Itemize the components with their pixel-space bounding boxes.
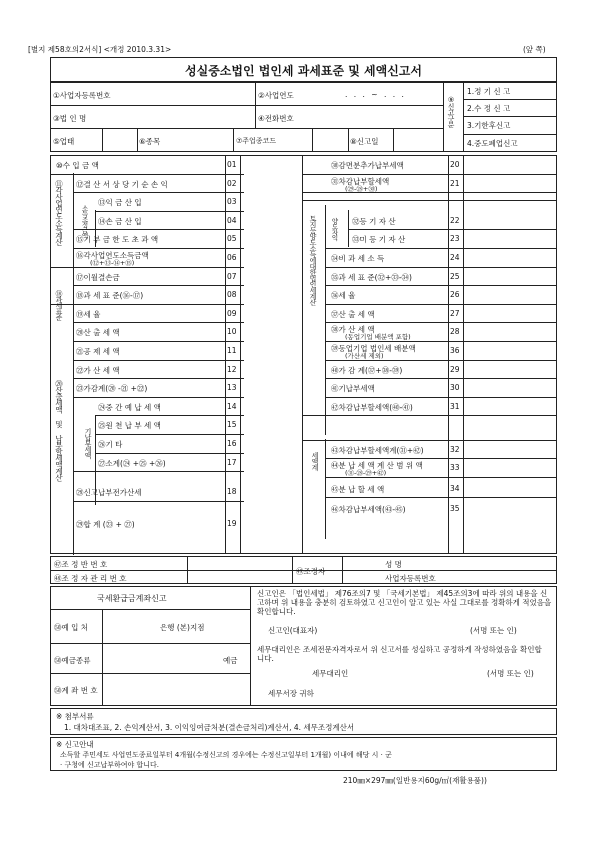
row-code: 20 <box>450 160 460 169</box>
adjust-total-label: ㉓가감계(⑳ -㉑ +㉒) <box>76 384 148 394</box>
amount-field[interactable] <box>463 230 555 247</box>
row-code: 05 <box>227 234 237 244</box>
row-code: 31 <box>450 401 460 411</box>
biz-no-label: ①사업자등록번호 <box>53 91 111 100</box>
account-no-label: ㊿계 좌 번 호 <box>54 686 98 695</box>
amount-field[interactable] <box>463 212 555 229</box>
taxable-income-label: ⑯각사업연도소득금액 <box>76 251 149 260</box>
other-tax-label: ㉖기 타 <box>98 440 123 449</box>
adjuster-bizno-label: 사업자등록번호 <box>385 574 436 583</box>
net-payable-label: ㉛차감납부할세액 <box>331 176 390 186</box>
addressee: 세무서장 귀하 <box>268 689 314 698</box>
row-code: 07 <box>227 271 237 281</box>
gain-label: 양도차익 <box>330 218 339 240</box>
declaration-text: 신고인은 「법인세법」 제76조의7 및 「국세기본법」 제45조의3에 따라 위의 내용을 신고하며 위 내용을 충분히 검토하였고 신고인이 알고 있는 사실 그대로를 정확하게 적었음을 확인합니다. <box>257 589 552 616</box>
income-inclusion-label: ⑬익 금 산 입 <box>98 198 142 208</box>
calc-divider <box>302 155 303 554</box>
row-code: 23 <box>450 234 460 244</box>
net-payable-label-sub: (㉙-㉘+㉚) <box>345 184 378 193</box>
amount-field[interactable] <box>463 286 555 303</box>
row-code: 16 <box>227 439 237 448</box>
signer-label: 신고인(대표자) <box>268 626 318 635</box>
installment-range-label: ㊹분 납 세 액 계 산 범 위 액 <box>331 461 423 471</box>
land-net-payable-label: ㊷차감납부할세액(㊵-㊶) <box>331 402 413 412</box>
calc-tax-label: ⑳산 출 세 액 <box>76 328 120 338</box>
group-tax-label: ⑳산출세액 및 납부할세액계산 <box>54 380 64 481</box>
amount-field[interactable] <box>463 249 555 266</box>
total-label: ㉙합 계 (㉓ + ㉗) <box>76 519 135 529</box>
row-code: 24 <box>450 253 460 262</box>
installment-amount-label: ㊺분 납 할 세 액 <box>331 484 385 494</box>
kind-amended: 2.수 정 신 고 <box>467 104 511 113</box>
land-prepaid-label: ㊶기납부세액 <box>331 384 375 394</box>
adjust-amount-label: 소득조정금액 <box>80 205 89 238</box>
final-payable-label: ㊻차감납부세액(㊸-㊺) <box>331 505 406 515</box>
bank-label: ㊿예 입 처 <box>54 623 89 632</box>
row-code: 14 <box>227 401 237 411</box>
amount-field[interactable] <box>463 268 555 285</box>
carryover-loss-label: ⑰이월결손금 <box>76 272 120 282</box>
land-calc-tax-label: ㊲산 출 세 액 <box>331 309 375 319</box>
pre-filing-penalty-label: ㉘신고납부전가산세 <box>76 488 142 498</box>
amount-field[interactable] <box>463 175 555 192</box>
amount-field[interactable] <box>463 500 555 517</box>
donation-excess-label: ⑮기 부 금 한 도 초 과 액 <box>76 235 159 245</box>
row-code: 18 <box>227 487 237 497</box>
expense-inclusion-label: ⑭손 금 산 입 <box>98 216 142 226</box>
agent-signature: (서명 또는 인) <box>487 669 534 678</box>
land-penalty-label-sub: (동업기업 배분액 포함) <box>345 333 411 342</box>
amount-field[interactable] <box>463 323 555 340</box>
group-income-label: ⑪각사업연도소득계산 <box>54 180 64 245</box>
row-code: 15 <box>227 420 237 430</box>
tax-base-label: ⑱과 세 표 준(⑯-⑰) <box>76 291 144 301</box>
row-code: 13 <box>227 383 237 393</box>
amount-field[interactable] <box>463 342 555 359</box>
guide-line-2: · 구청에 신고납부하여야 합니다. <box>60 761 160 769</box>
agent-declaration-text: 세무대리인은 조세전문자격자로서 위 신고서를 성실하고 공정하게 작성하였음을 확인합니다. <box>257 645 542 663</box>
amount-field[interactable] <box>463 398 555 415</box>
row-code: 28 <box>450 327 460 337</box>
signer-signature: (서명 또는 인) <box>470 626 517 635</box>
amount-field[interactable] <box>463 156 555 173</box>
attachments-list: 1. 대차대조표, 2. 손익계산서, 3. 이익잉여금처분(결손금처리)계산서, 4. 세무조정계산서 <box>64 723 355 732</box>
amount-field[interactable] <box>463 441 555 458</box>
row-code: 11 <box>227 346 237 355</box>
amount-field[interactable] <box>463 459 555 476</box>
bank-branch-field[interactable]: 은행 (본)지점 <box>160 623 205 632</box>
row-code: 29 <box>450 364 460 374</box>
page-side: (앞 쪽) <box>523 45 546 54</box>
period-label: ②사업연도 <box>258 91 294 100</box>
unregistered-asset-label: ㉝미 등 기 자 산 <box>352 235 406 245</box>
period-value: . . . ~ . . . <box>345 90 406 99</box>
deposit-type-label: ㊿예금종류 <box>54 656 91 665</box>
row-code: 10 <box>227 327 237 337</box>
installment-range-label-sub: (㉛-㉘-㉙+㊷) <box>345 469 387 478</box>
page-title: 성실중소법인 법인세 과세표준 및 세액신고서 <box>185 64 422 78</box>
amount-field[interactable] <box>463 480 555 497</box>
row-code: 03 <box>227 197 237 207</box>
land-adjust-total-label: ㊵가 감 계(㊲+㊳-㊴) <box>331 365 403 375</box>
amount-field[interactable] <box>463 305 555 322</box>
reduction-addition-label: ㉚감면분추가납부세액 <box>331 161 404 170</box>
attachments-title: ※ 첨부서류 <box>56 712 94 721</box>
row-code: 01 <box>227 160 237 169</box>
partnership-tax-label-sub: (가산세 제외) <box>345 352 384 360</box>
row-code: 27 <box>450 308 460 318</box>
withholding-tax-label: ㉕원 천 납 부 세 액 <box>98 421 161 431</box>
row-code: 26 <box>450 290 460 300</box>
subtotal-label: ㉗소계(㉔ +㉕ +㉖) <box>98 458 166 468</box>
paper-size-footer: 210㎜×297㎜(일반용지60g/㎡(재활용품)) <box>343 776 487 785</box>
refund-account-title: 국세환급금계좌신고 <box>97 594 167 603</box>
row-code: 32 <box>450 444 460 454</box>
guide-title: ※ 신고안내 <box>56 740 94 749</box>
guide-line-1: 소득할 주민세도 사업연도종료일부터 4개월(수정신고의 경우에는 수정신고일부터 1개월) 이내에 해당 시 · 군 <box>60 751 392 759</box>
tax-agent-label: 세무대리인 <box>312 669 349 678</box>
corp-name-label: ③법 인 명 <box>53 114 87 123</box>
row-code: 12 <box>227 364 237 374</box>
row-code: 19 <box>227 518 237 528</box>
land-tax-rate-label: ㊱세 율 <box>331 291 356 301</box>
industry-label: ⑤업태 <box>53 137 75 146</box>
row-code: 34 <box>450 483 460 493</box>
revenue-label: ⑩수 입 금 액 <box>56 161 99 170</box>
group-total-label: 세액계 <box>311 452 319 470</box>
land-penalty-label: ㊳가 산 세 액 <box>331 325 375 335</box>
group-taxbase-label: ⑱과세표준 <box>55 290 63 320</box>
row-code: 35 <box>450 504 460 514</box>
row-code: 25 <box>450 271 460 281</box>
registered-asset-label: ㉜등 기 자 산 <box>352 216 396 226</box>
industry-code-label: ⑦주업종코드 <box>236 137 277 145</box>
row-code: 09 <box>227 308 237 318</box>
penalty-label: ㉒가 산 세 액 <box>76 365 120 375</box>
row-code: 21 <box>450 178 460 188</box>
item-label: ⑥종목 <box>139 137 161 146</box>
row-code: 04 <box>227 215 237 225</box>
group-land-label: 토지등양도소득에대한법인세계산 <box>309 215 317 305</box>
kind-late: 3.기한후신고 <box>467 121 511 130</box>
nontaxable-income-label: ㉞비 과 세 소 득 <box>331 254 385 263</box>
row-code: 30 <box>450 383 460 393</box>
form-number: [별지 제58호의2서식] <개정 2010.3.31> <box>28 45 172 54</box>
tax-rate-label: ⑲세 율 <box>76 309 101 319</box>
amount-field[interactable] <box>463 379 555 396</box>
taxable-income-label-sub: (⑫+⑬-⑭+⑮) <box>90 259 135 267</box>
adjust-no-label: ㊼조 정 반 번 호 <box>54 560 108 569</box>
row-code: 17 <box>227 457 237 467</box>
kind-closure: 4.중도폐업신고 <box>467 139 518 148</box>
row-code: 06 <box>227 253 237 262</box>
row-code: 08 <box>227 290 237 300</box>
land-tax-base-label: ㉟과 세 표 준(㉜+㉝-㉞) <box>331 272 412 282</box>
adjuster-id-label: ㊽조 정 자 관 리 번 호 <box>54 574 127 583</box>
partnership-tax-label: ㊴동업기업 법인세 배분액 <box>331 344 416 353</box>
row-code: 33 <box>450 463 460 473</box>
total-net-payable-label: ㊸차감납부할세액계(㉛+㊷) <box>331 445 424 455</box>
row-code: 36 <box>450 346 460 355</box>
report-date-label: ⑧신고일 <box>350 137 379 146</box>
phone-label: ④전화번호 <box>258 114 294 123</box>
row-code: 22 <box>450 215 460 225</box>
net-income-label: ⑫결 산 서 상 당 기 순 손 익 <box>76 179 168 189</box>
prepaid-tax-label: 기납부세액 <box>84 428 92 458</box>
deposit-type-field[interactable]: 예금 <box>223 656 238 665</box>
adjuster-name-label: 성 명 <box>385 560 402 569</box>
amount-field[interactable] <box>463 361 555 378</box>
interim-tax-label: ㉔중 간 예 납 세 액 <box>98 402 161 412</box>
adjuster-label: ㊾조정자 <box>296 567 326 576</box>
report-kind-label: ⑨신고구분 <box>447 96 455 127</box>
row-code: 02 <box>227 178 237 188</box>
deduction-label: ㉑공 제 세 액 <box>76 347 120 356</box>
kind-regular: 1.정 기 신 고 <box>467 87 511 96</box>
